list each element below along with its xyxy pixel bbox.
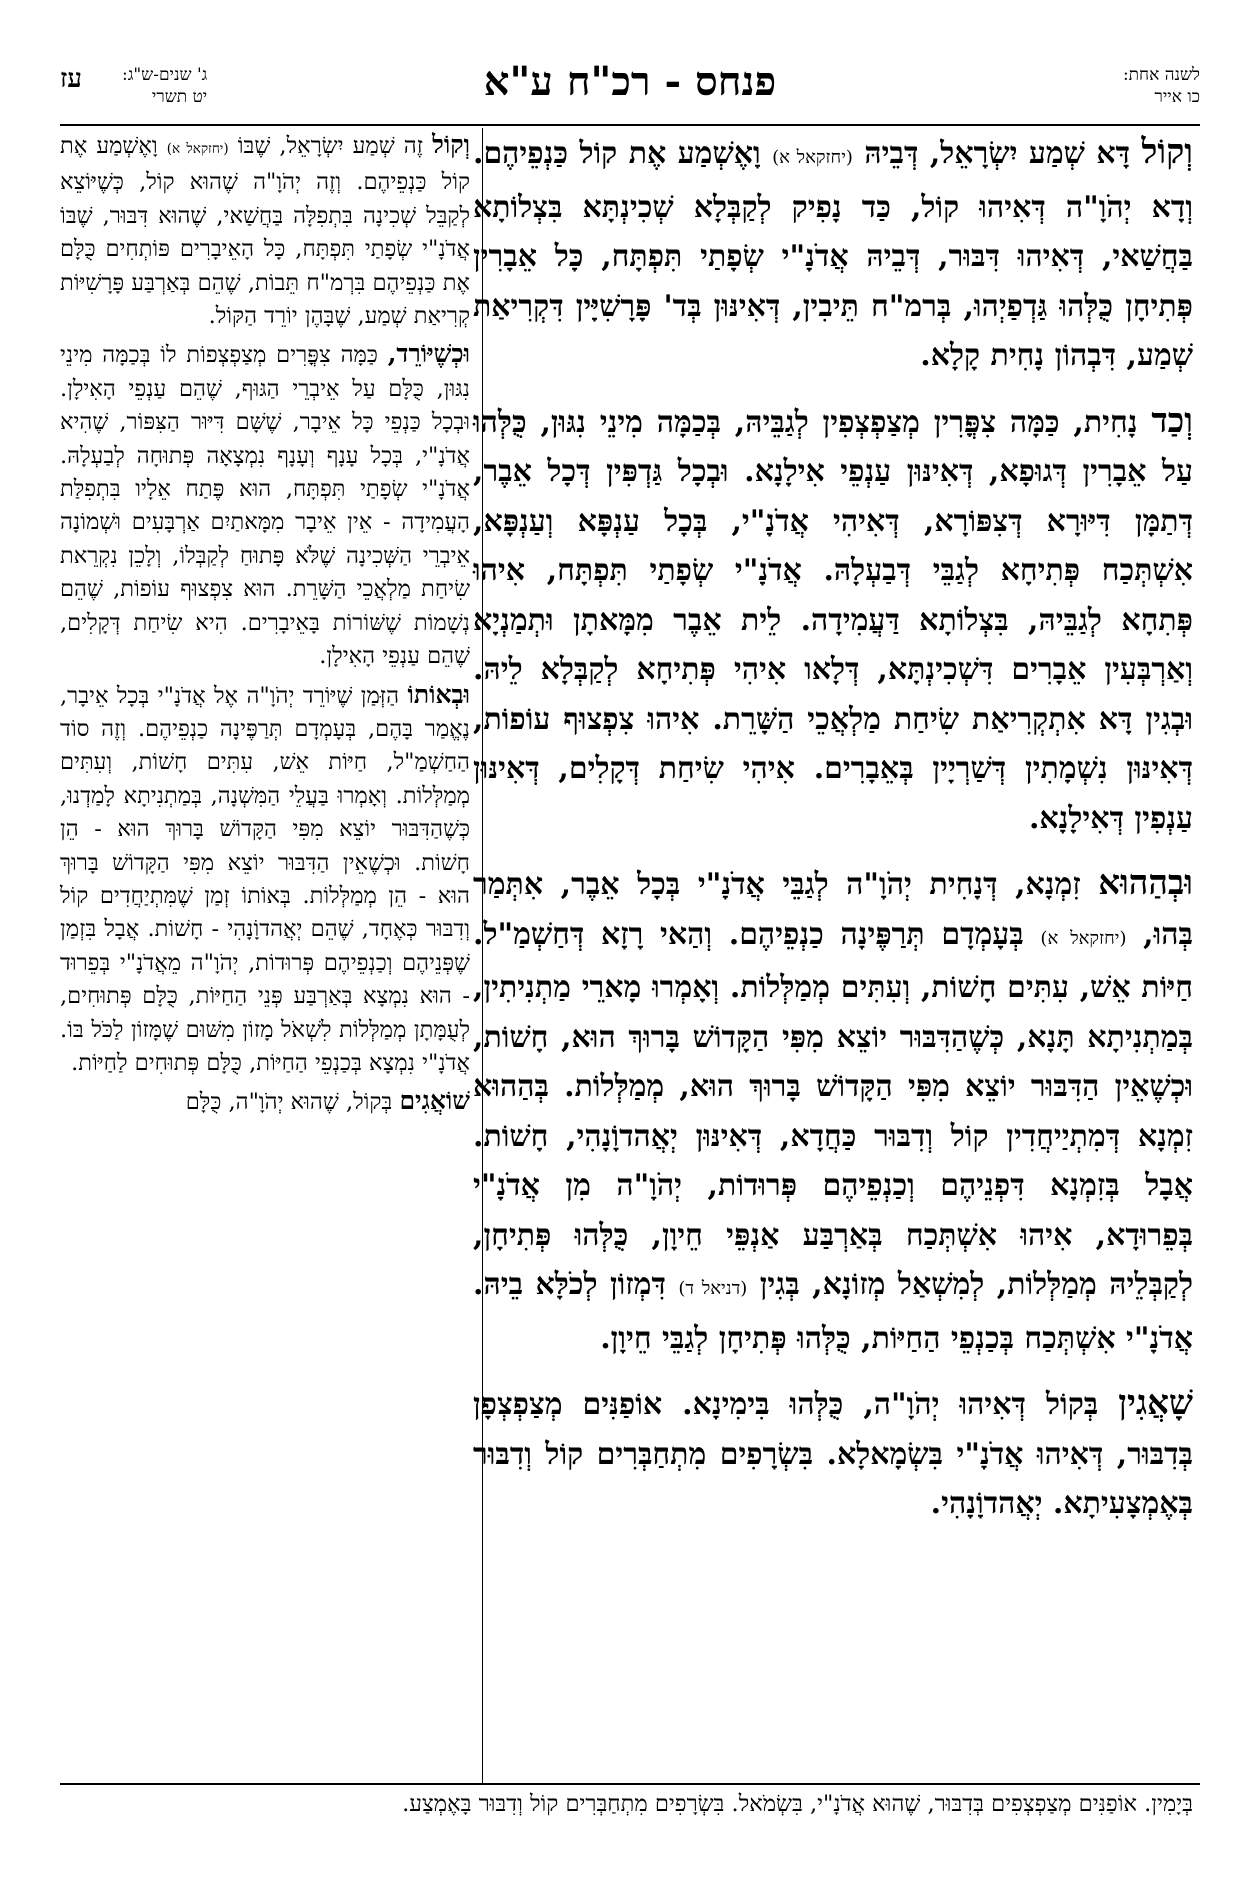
header-rule [60,124,1200,126]
commentary-opening-word: וּבְאוֹתוֹ [407,679,470,709]
schedule-label-three-years: ג' שנים-ש"ג: [122,65,208,85]
commentary-continuation-line: בְּיָמִין. אוֹפַנִּים מְצַפְצְפִים בְּדִבּוּר, שֶׁהוּא אֲדֹנָ"י, בִּשְׂמֹאל. בִּשְׂרָפִים מִתְחַבְּרִים קוֹל וְדִבּוּר בָּאֶמְצַע. [402,1791,1193,1817]
commentary-opening-word: שׁוֹאֲגִים [399,1086,470,1116]
commentary-opening-word: וּכְשֶׁיּוֹרֵד, [387,339,470,369]
verse-reference: (דניאל ד) [678,1278,748,1299]
daily-schedule-one-year [1123,64,1200,108]
paragraph-opening-word: וְכַד [1151,400,1193,441]
commentary-paragraph [60,337,470,673]
paragraph-text: נָחִית, כַּמָּה צִפֳּרִין מְצַפְצְפִין לְגַבֵּיהּ, בְּכַמָּה מִינֵי נִגּוּן, כֻּלְּהוּ עַל אֵבָרִין דְּגוּפָא, דְּאִינּוּן עַנְפֵי אִילָנָא. וּבְכָל גַּדְפִּין דְּכָל אֵבֶר, דְּתַמָּן דִּיּוּרָא דְּצִפּוֹרָא, דְּאִיהִי אֲדֹנָ"י, בְּכָל עַנְפָּא וְעַנְפָּא, אִשְׁתְּכַח פְּתִיחָא לְגַבֵּי דְּבַעְלָהּ. אֲדֹנָ"י שְׂפָתַי תִּפְתָּח, אִיהוּ פְּתִחָא לְגַבֵּיהּ, בִּצְלוֹתָא דַּעֲמִידָה. לֵית אֵבֶר מִמָּאתָן וּתְמַנְיָא וְאַרְבְּעִין אֵבָרִים דִּשְׁכִינְתָּא, דְּלָאו אִיהִי פְּתִיחָא לְקַבְּלָא לֵיהּ. וּבְגִין דָּא אִתְקְרִיאַת שִׂיחַת מַלְאֲכֵי הַשָּׁרֵת. אִיהוּ צִפְצוּף עוֹפוֹת, דְּאִינּוּן נִשְׁמָתִין דְּשַׁרְיָין בְּאֵבָרִים. אִיהִי שִׂיחַת דְּקָלִים, דְּאִינּוּן עַנְפִין דְּאִילָנָא. [473,404,1193,836]
paragraph-text: זִמְנָא, דְּנָחִית יְהֹוָ"ה לְגַבֵּי אֲדֹנָ"י בְּכָל אֵבֶר, אִתְּמַר בְּהוּ, [473,867,1193,952]
commentary-text: בְּקוֹל, שֶׁהוּא יְהֹוָ"ה, כֻּלָּם [185,1089,400,1116]
footer-rule [60,1783,1200,1785]
paragraph-text: בְּקוֹל דְּאִיהוּ יְהֹוָ"ה, כֻּלְּהוּ בִּימִינָא. אוֹפַנִּים מְצַפְצְפָן בְּדִבּוּר, דְּאִיהוּ אֲדֹנָ"י בִּשְׂמָאלָא. בִּשְׂרָפִים מִתְחַבְּרִים קוֹל וְדִבּוּר בְּאֶמְצָעִיתָא. יְאֲהדוָֹנָהִי. [473,1387,1193,1521]
daily-schedule-three-years [122,64,207,108]
schedule-label-one-year: לשנה אחת: [1122,65,1200,85]
main-paragraph [473,859,1193,1363]
paragraph-text: וָאֶשְׁמַע אֶת קוֹל כַּנְפֵיהֶם. וְדָא יְהֹוָ"ה דְּאִיהוּ קוֹל, כַּד נָפִיק לְקַבְּלָא שְׁכִינְתָּא בִּצְלוֹתָא בַּחֲשַׁאי, דְּאִיהוּ דִּבּוּר, דְּבֵיהּ אֲדֹנָ"י שְׂפָתַי תִּפְתָּח, כָּל אֵבָרִין פְּתִיחָן כֻּלְּהוּ גַּדְפַיְהוּ, בְּרמ"ח תֵּיבִין, דְּאִינּוּן בְּד' פָּרָשִׁיָּין דִּקְרִיאַת שְׁמַע, דִּבְהוֹן נָחִית קָלָא. [473,136,1193,373]
verse-reference: (יחזקאל א) [166,141,229,157]
commentary-paragraph [60,1084,470,1119]
schedule-date-three-years: יט תשרי [151,87,208,107]
paragraph-text: דִּמְזוֹן לְכֹלָּא בֵיהּ. אֲדֹנָ"י אִשְׁתְּכַח בְּכַנְפֵי הַחַיּוֹת, כֻּלְּהוּ פְּתִיחָן לְגַבֵּי חֵיוָן. [473,1267,1193,1356]
paragraph-text: דָּא שְׁמַע יִשְׂרָאֵל, דְּבֵיהּ [852,136,1142,171]
paragraph-opening-word: שָׁאֲגִין [1118,1383,1193,1423]
commentary-opening-word: וְקוֹל [432,130,470,159]
column-divider [482,128,483,1783]
page-header [60,58,1200,124]
schedule-date-one-year: כו אייר [1154,87,1200,107]
commentary-paragraph [60,128,470,333]
paragraph-opening-word: וְקוֹל [1141,132,1193,172]
main-text-column [473,128,1193,1545]
verse-reference: (יחזקאל א) [772,147,853,168]
main-paragraph [473,128,1193,381]
commentary-paragraph [60,678,470,1081]
commentary-text: כַּמָּה צִפֳּרִים מְצַפְצְפוֹת לוֹ בְּכַמָּה מִינֵי נִגּוּן, כֻּלָּם עַל אֵיבְרֵי הַגּוּף, שֶׁהֵם עַנְפֵי הָאִילָן. וּבְכָל כַּנְפֵי כָּל אֵיבָר, שֶׁשָּׁם דִּיּוּר הַצִּפּוֹר, שֶׁהִיא אֲדֹנָ"י, בְּכָל עָנָף וְעָנָף נִמְצָאָה פְּתוּחָה לְבַעְלָהּ. אֲדֹנָ"י שְׂפָתַי תִּפְתָּח, הוּא פֶּתַח אֵלָיו בִּתְפִלַּת הָעֲמִידָה - אֵין אֵיבָר מִמָּאתַיִם אַרְבָּעִים וּשְׁמוֹנָה אֵיבְרֵי הַשְּׁכִינָה שֶׁלֹּא פָּתוּחַ לְקַבְּלוֹ, וְלָכֵן נִקְרֵאת שִׂיחַת מַלְאֲכֵי הַשָּׁרֵת. הוּא צִפְצוּף עוֹפוֹת, שֶׁהֵם נְשָׁמוֹת שֶׁשּׁוֹרוֹת בָּאֵיבָרִים. הִיא שִׂיחַת דְּקָלִים, שֶׁהֵם עַנְפֵי הָאִילָן. [60,342,470,670]
commentary-text: הַזְּמַן שֶׁיּוֹרֵד יְהֹוָ"ה אֶל אֲדֹנָ"י בְּכָל אֵיבָר, נֶאֱמַר בָּהֶם, בְּעָמְדָם תְּרַפֶּינָה כַנְפֵיהֶם. וְזֶה סוֹד הַחַשְׁמַ"ל, חַיּוֹת אֵשׁ, עִתִּים חָשׁוֹת, וְעִתִּים מְמַלְּלוֹת. וְאָמְרוּ בַּעֲלֵי הַמִּשְׁנָה, בְּמַתְנִיתָא לָמַדְנוּ, כְּשֶׁהַדִּבּוּר יוֹצֵא מִפִּי הַקָּדוֹשׁ בָּרוּךְ הוּא - הֵן חָשׁוֹת. וּכְשֶׁאֵין הַדִּבּוּר יוֹצֵא מִפִּי הַקָּדוֹשׁ בָּרוּךְ הוּא - הֵן מְמַלְּלוֹת. בְּאוֹתוֹ זְמַן שֶׁמִּתְיַחֲדִים קוֹל וְדִבּוּר כְּאֶחָד, שֶׁהֵם יְאֲהדוָֹנָהִי - חָשׁוֹת. אֲבָל בִּזְמַן שֶׁפְּנֵיהֶם וְכַנְפֵיהֶם פְּרוּדוֹת, יְהֹוָ"ה מֵאֲדֹנָ"י בְּפֵרוּד - הוּא נִמְצָא בְּאַרְבַּע פְּנֵי הַחַיּוֹת, כֻּלָּם פְּתוּחִים, לְעֻמָּתָן מְמַלְּלוֹת לִשְׁאֹל מָזוֹן מִשּׁוּם שֶׁמָּזוֹן לַכֹּל בּוֹ. אֲדֹנָ"י נִמְצָא בְּכַנְפֵי הַחַיּוֹת, כֻּלָּם פְּתוּחִים לַחַיּוֹת. [60,682,470,1076]
page-number: עז [60,64,82,94]
paragraph-text: בְּעָמְדָם תְּרַפֶּינָה כַנְפֵיהֶם. וְהַאי רָזָא דְּחַשְׁמַ"ל. חַיּוֹת אֵשׁ, עִתִּים חָשׁוֹת, וְעִתִּים מְמַלְּלוֹת. וְאָמְרוּ מָארֵי מַתְנִיתִין, בְּמַתְנִיתָא תָּנָא, כְּשֶׁהַדִּבּוּר יוֹצֵא מִפִּי הַקָּדוֹשׁ בָּרוּךְ הוּא, חָשׁוֹת, וּכְשֶׁאֵין הַדִּבּוּר יוֹצֵא מִפִּי הַקָּדוֹשׁ בָּרוּךְ הוּא, מְמַלְּלוֹת. בְּהַהוּא זִמְנָא דְּמִתְיַיחֲדִין קוֹל וְדִבּוּר כַּחֲדָא, דְּאִינּוּן יְאֲהדוָֹנָהִי, חָשׁוֹת. אֲבָל בְּזִמְנָא דִּפְנֵיהֶם וְכַנְפֵיהֶם פְּרוּדוֹת, יְהֹוָ"ה מִן אֲדֹנָ"י בְּפֵרוּדָא, אִיהוּ אִשְׁתְּכַח בְּאַרְבַּע אַנְפֵּי חֵיוָן, כֻּלְּהוּ פְּתִיחָן, לְקַבְּלֵיהּ מְמַלְּלוֹת, לְמִשְׁאַל מְזוֹנָא, בְּגִין [473,916,1193,1302]
paragraph-opening-word: וּבְהַהוּא [1098,863,1193,903]
page-title: פנחס - רכ"ח ע"א [483,58,777,105]
commentary-text: וָאֶשְׁמַע אֶת קוֹל כַּנְפֵיהֶם. וְזֶה יְהֹוָ"ה שֶׁהוּא קוֹל, כְּשֶׁיּוֹצֵא לְקַבֵּל שְׁכִינָה בִּתְפִלָּה בַּחֲשַׁאי, שֶׁהוּא דִּבּוּר, שֶׁבּוֹ אֲדֹנָ"י שְׂפָתַי תִּפְתָּח, כָּל הָאֵיבָרִים פּוֹתְחִים כֻּלָּם אֶת כַּנְפֵיהֶם בִּרְמ"ח תֵּבוֹת, שֶׁהֵם בְּאַרְבַּע פָּרָשִׁיּוֹת קְרִיאַת שְׁמַע, שֶׁבָּהֶן יוֹרֵד הַקּוֹל. [60,133,470,330]
main-paragraph [473,397,1193,844]
commentary-column [60,128,470,1124]
verse-reference: (יחזקאל א) [1040,927,1127,949]
commentary-text: זֶה שְׁמַע יִשְׂרָאֵל, שֶׁבּוֹ [228,133,433,159]
main-paragraph [473,1379,1193,1529]
